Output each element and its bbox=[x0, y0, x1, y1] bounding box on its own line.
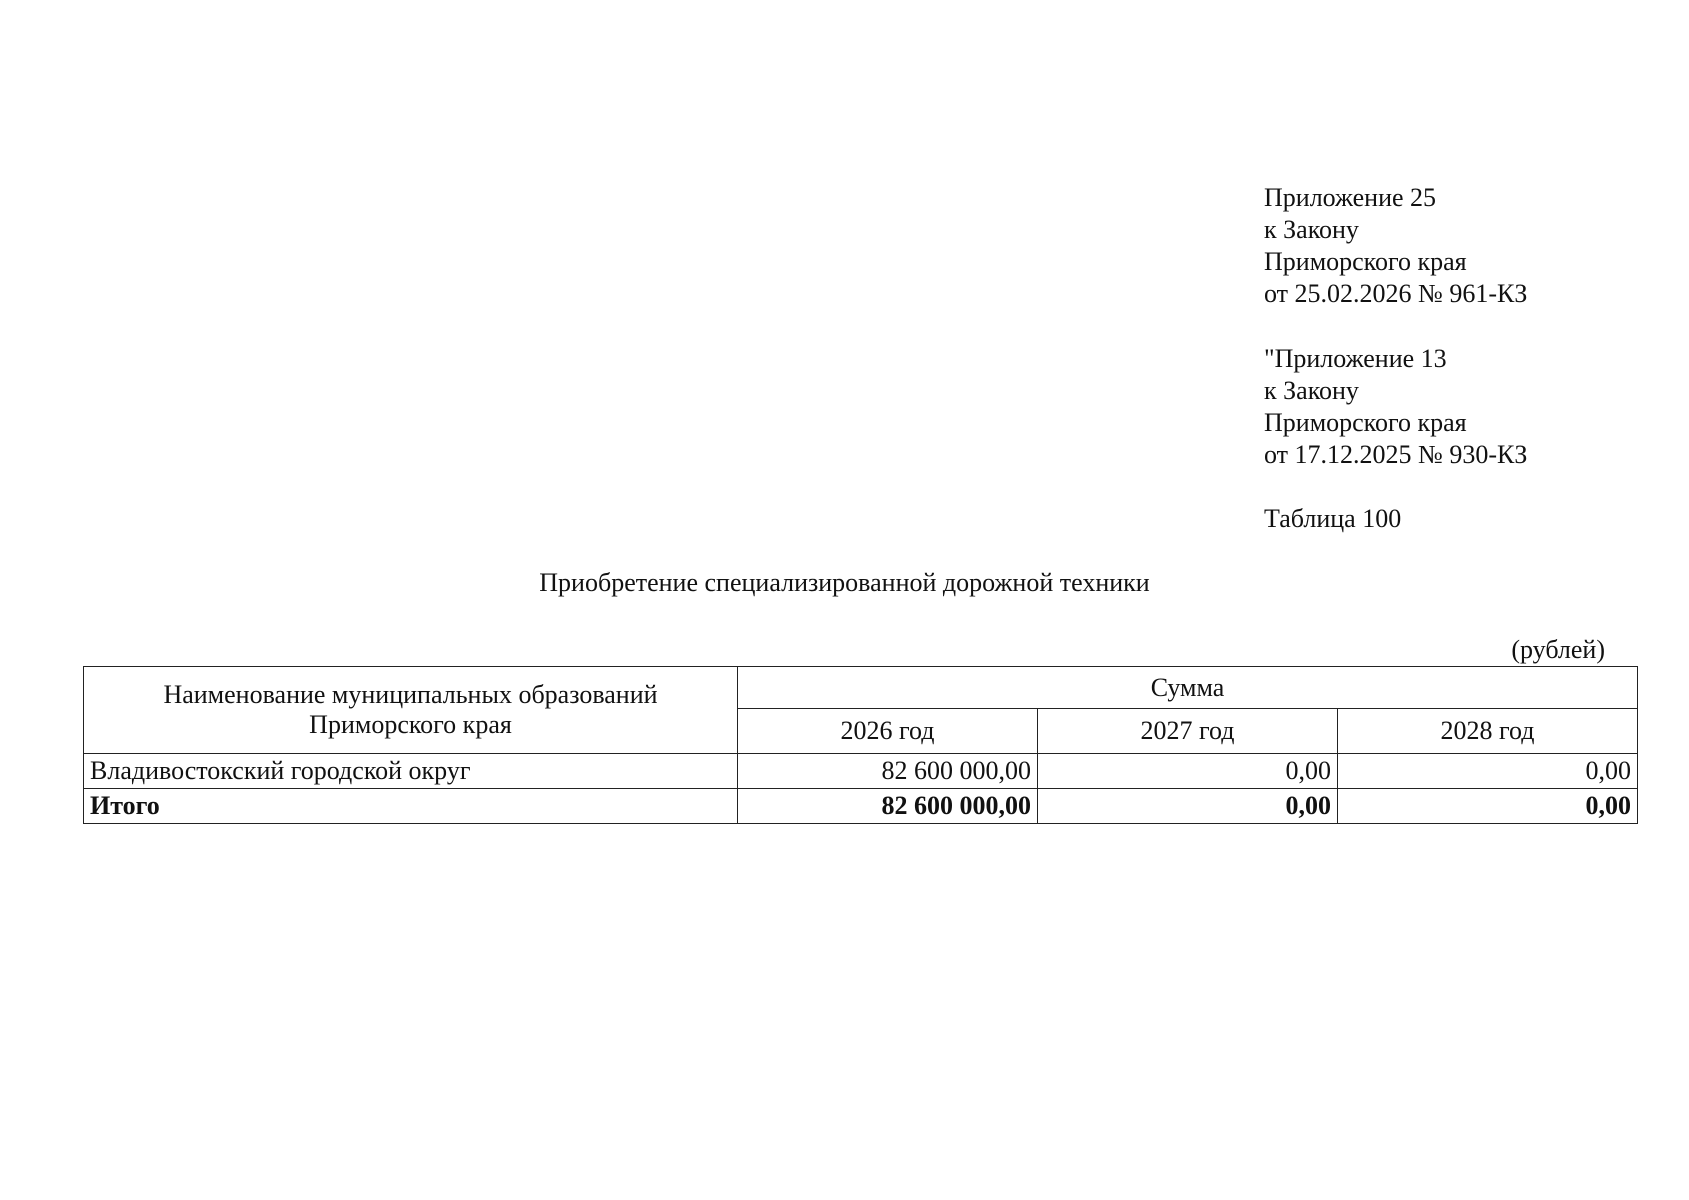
table-number: Таблица 100 bbox=[1264, 504, 1402, 533]
annex-amended-law bbox=[1264, 343, 1527, 471]
table-row bbox=[84, 754, 1638, 789]
amount-2028: 0,00 bbox=[1338, 754, 1638, 789]
total-row bbox=[84, 789, 1638, 824]
header-municipality bbox=[84, 667, 738, 754]
total-2028: 0,00 bbox=[1338, 789, 1638, 824]
document-title: Приобретение специализированной дорожной техники bbox=[539, 568, 1150, 597]
annex-line: "Приложение 13 bbox=[1264, 344, 1447, 373]
header-year-2028: 2028 год bbox=[1338, 709, 1638, 754]
funding-table bbox=[83, 666, 1638, 824]
annex-line: к Закону bbox=[1264, 215, 1359, 244]
annex-line: от 25.02.2026 № 961-КЗ bbox=[1264, 279, 1528, 308]
header-sum: Сумма bbox=[738, 667, 1638, 709]
header-year-2027: 2027 год bbox=[1038, 709, 1338, 754]
annex-current-law bbox=[1264, 182, 1527, 310]
total-2026: 82 600 000,00 bbox=[738, 789, 1038, 824]
amount-2027: 0,00 bbox=[1038, 754, 1338, 789]
annex-line: Приложение 25 bbox=[1264, 183, 1437, 212]
total-label: Итого bbox=[84, 789, 738, 824]
total-2027: 0,00 bbox=[1038, 789, 1338, 824]
annex-line: Приморского края bbox=[1264, 247, 1467, 276]
municipality-name: Владивостокский городской округ bbox=[84, 754, 738, 789]
annex-line: к Закону bbox=[1264, 376, 1359, 405]
header-municipality-line1: Наименование муниципальных образований bbox=[163, 680, 658, 709]
amount-2026: 82 600 000,00 bbox=[738, 754, 1038, 789]
header-municipality-line2: Приморского края bbox=[309, 710, 512, 739]
annex-line: от 17.12.2025 № 930-КЗ bbox=[1264, 440, 1528, 469]
annex-line: Приморского края bbox=[1264, 408, 1467, 437]
header-year-2026: 2026 год bbox=[738, 709, 1038, 754]
units-label: (рублей) bbox=[1511, 635, 1605, 664]
